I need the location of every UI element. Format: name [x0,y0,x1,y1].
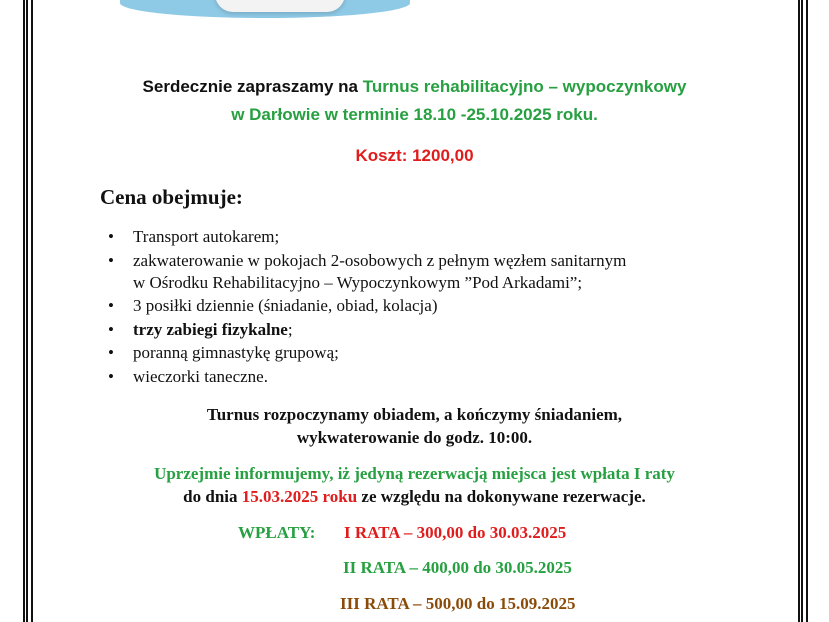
list-item: • wieczorki taneczne. [108,366,268,386]
intro-event-name: Turnus rehabilitacyjno – wypoczynkowy [362,77,687,96]
bullet-icon: • [108,366,114,386]
list-item: • trzy zabiegi fizykalne; [108,319,293,339]
yoga-photo [95,0,425,22]
list-item: • Transport autokarem; [108,227,280,246]
payments-label: WPŁATY: [238,523,316,542]
bullet-icon: • [108,319,114,339]
schedule-line-1: Turnus rozpoczynamy obiadem, a kończymy śniadaniem, [206,405,623,424]
bullet-icon: • [108,227,114,246]
price-includes-heading: Cena obejmuje: [100,185,243,209]
payment-installment-3: III RATA – 500,00 do 15.09.2025 [340,594,576,613]
bullet-icon: • [108,250,114,270]
cost-line: Koszt: 1200,00 [355,146,474,165]
intro-invite: Serdecznie zapraszamy na [142,77,363,96]
bullet-icon: • [108,296,114,315]
reservation-line-2: do dnia 15.03.2025 roku ze względu na dokonywane rezerwacje. [183,487,646,506]
intro-line-1 [0,77,829,97]
list-item: • zakwaterowanie w pokojach 2-osobowych z pełnym węzłem sanitarnym w Ośrodku Rehabilitacyjno – Wypoczynkowym ”Pod Arkadami”; [108,250,627,292]
reservation-line-1: Uprzejmie informujemy, iż jedyną rezerwacją miejsca jest wpłata I raty [154,464,675,483]
reservation-deadline: 15.03.2025 roku [241,487,358,506]
exercising-person [215,0,345,12]
schedule-line-2: wykwaterowanie do godz. 10:00. [296,428,533,447]
price-includes-list [106,226,766,389]
bullet-icon: • [108,343,114,362]
payment-installment-1: I RATA – 300,00 do 30.03.2025 [344,523,567,542]
payment-installment-2: II RATA – 400,00 do 30.05.2025 [343,558,572,577]
intro-line-2: w Darłowie w terminie 18.10 -25.10.2025 roku. [231,105,598,124]
list-item: • poranną gimnastykę grupową; [108,343,339,362]
list-item: • 3 posiłki dziennie (śniadanie, obiad, kolacja) [108,296,438,315]
